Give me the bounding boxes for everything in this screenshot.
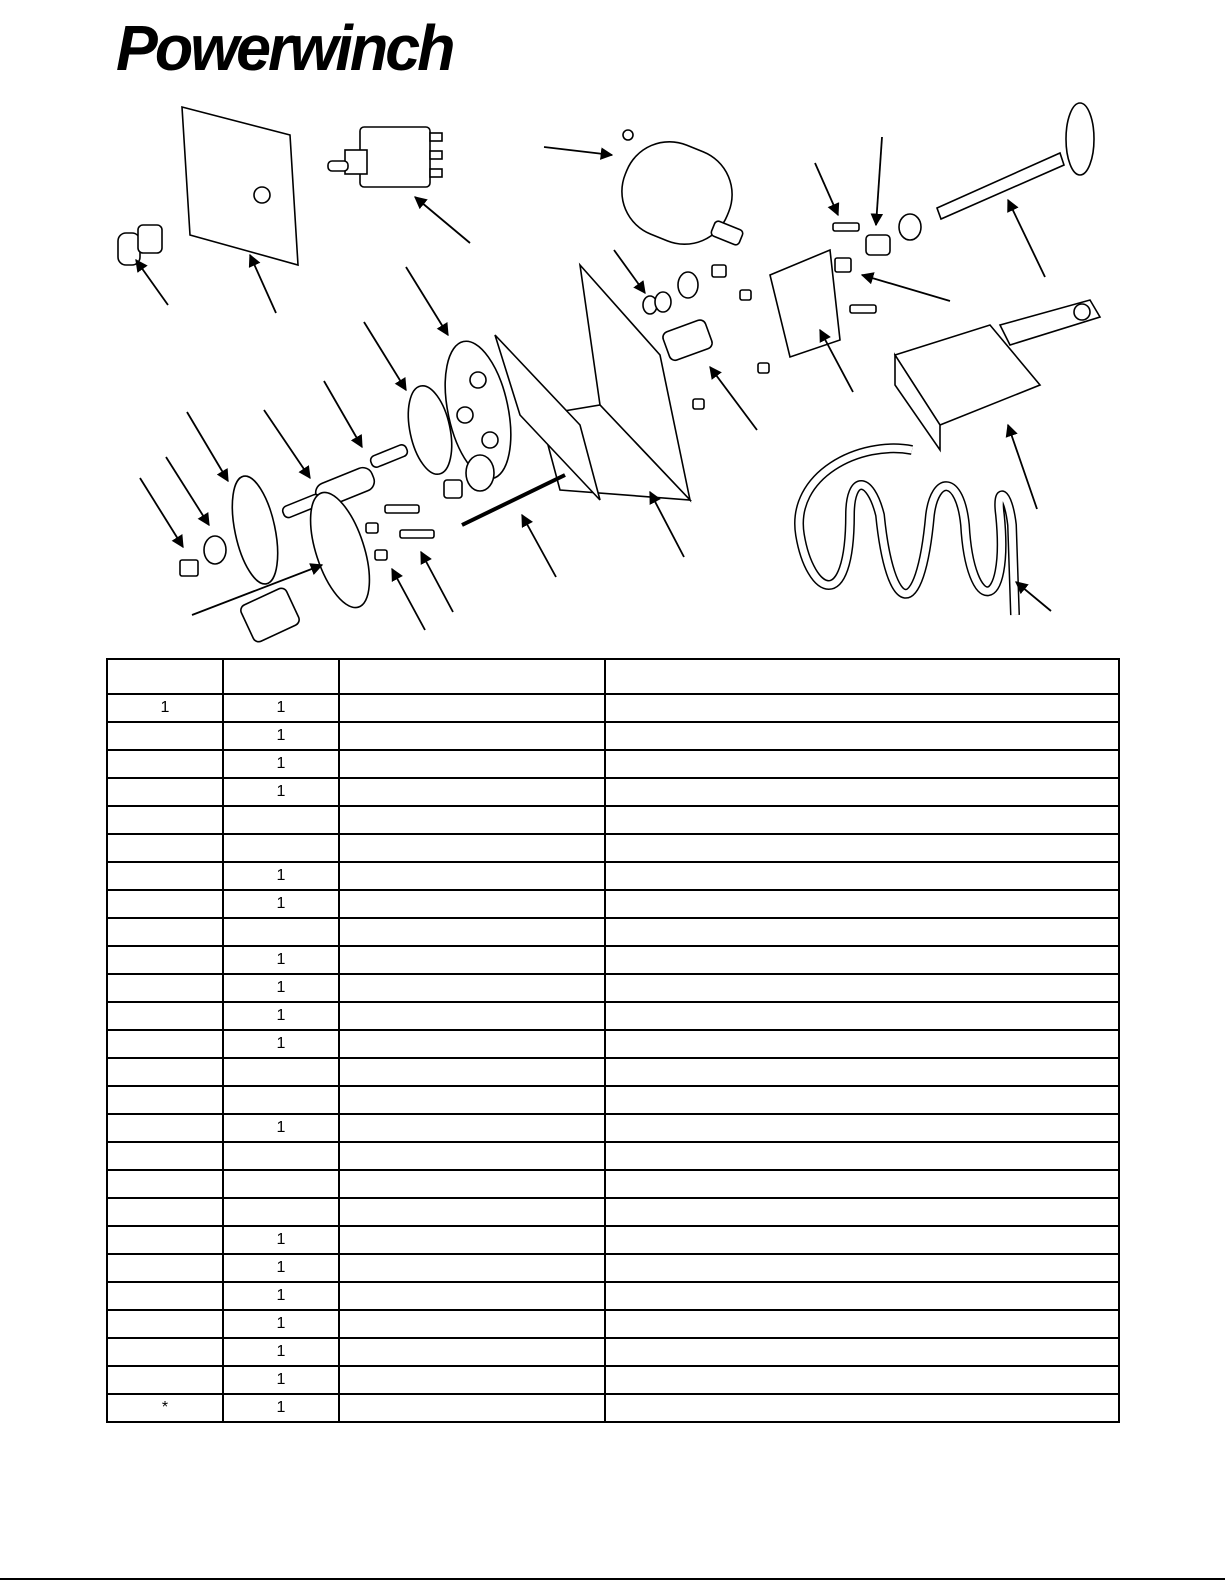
table-cell: [107, 1086, 223, 1114]
bolt-part: [833, 223, 859, 231]
drive-shaft-part: [937, 103, 1094, 219]
table-cell: [605, 806, 1119, 834]
table-cell: [107, 890, 223, 918]
table-row: [107, 918, 1119, 946]
table-cell: 1: [223, 1254, 339, 1282]
plug-part: [239, 586, 301, 643]
table-cell: 1: [223, 1366, 339, 1394]
table-row: [107, 1394, 1119, 1422]
table-cell: [605, 778, 1119, 806]
table-cell: [107, 778, 223, 806]
table-cell: [605, 862, 1119, 890]
table-cell: [605, 918, 1119, 946]
table-row: [107, 890, 1119, 918]
switch-boot-part: [118, 225, 162, 265]
table-cell: [107, 1366, 223, 1394]
exploded-parts-diagram: [0, 95, 1225, 650]
table-cell: [605, 1282, 1119, 1310]
table-cell: [107, 1114, 223, 1142]
table-row: [107, 1254, 1119, 1282]
parts-table: [106, 658, 1120, 1423]
table-cell: 1: [223, 1114, 339, 1142]
table-row: [107, 778, 1119, 806]
table-cell: [339, 1170, 605, 1198]
u-bracket-part: [770, 250, 840, 357]
table-row: [107, 946, 1119, 974]
table-cell: 1: [223, 1226, 339, 1254]
table-cell: [605, 1226, 1119, 1254]
table-cell: [107, 918, 223, 946]
table-cell: [605, 722, 1119, 750]
table-cell: 1: [107, 694, 223, 722]
table-cell: 1: [223, 750, 339, 778]
motor-part: [608, 128, 746, 258]
table-cell: [107, 1282, 223, 1310]
spacer-part: [866, 235, 890, 255]
table-cell: [107, 1142, 223, 1170]
table-cell: [339, 1226, 605, 1254]
table-row: [107, 1002, 1119, 1030]
table-cell: [223, 1142, 339, 1170]
table-row: [107, 974, 1119, 1002]
table-cell: 1: [223, 1282, 339, 1310]
table-cell: [339, 1198, 605, 1226]
table-cell: [107, 1002, 223, 1030]
brand-logo: Powerwinch: [116, 12, 453, 84]
table-cell: [107, 1030, 223, 1058]
bolt-part-2: [850, 305, 876, 313]
table-cell: [339, 1310, 605, 1338]
face-plate-part: [182, 107, 298, 265]
table-cell: [339, 890, 605, 918]
table-cell: 1: [223, 1310, 339, 1338]
flywheel-part: [224, 472, 286, 588]
table-cell: [605, 1310, 1119, 1338]
table-cell: [605, 1030, 1119, 1058]
table-cell: [339, 1142, 605, 1170]
table-cell: 1: [223, 1002, 339, 1030]
table-cell: 1: [223, 1338, 339, 1366]
table-row: [107, 806, 1119, 834]
nut-part: [835, 258, 851, 272]
table-cell: 1: [223, 1030, 339, 1058]
lock-nut-part: [180, 560, 198, 576]
table-cell: [107, 834, 223, 862]
table-cell: [605, 1114, 1119, 1142]
table-cell: 1: [223, 946, 339, 974]
table-cell: [339, 694, 605, 722]
table-cell: [107, 1170, 223, 1198]
table-cell: [223, 834, 339, 862]
table-cell: [339, 1282, 605, 1310]
table-cell: *: [107, 1394, 223, 1422]
table-cell: [339, 1254, 605, 1282]
table-cell: 1: [223, 890, 339, 918]
table-cell: [605, 946, 1119, 974]
table-cell: [605, 1170, 1119, 1198]
table-cell: [339, 946, 605, 974]
table-row: [107, 1366, 1119, 1394]
table-cell: [339, 1030, 605, 1058]
table-cell: [107, 722, 223, 750]
footer-rule: [0, 1578, 1225, 1580]
table-row: [107, 1282, 1119, 1310]
table-row: [107, 722, 1119, 750]
table-cell: [605, 1394, 1119, 1422]
table-row: [107, 1030, 1119, 1058]
table-cell: [107, 1058, 223, 1086]
parts-table-body: [107, 694, 1119, 1422]
table-cell: [107, 974, 223, 1002]
table-cell: [605, 1002, 1119, 1030]
solenoid-part: [895, 300, 1100, 450]
table-cell: [223, 806, 339, 834]
table-row: [107, 834, 1119, 862]
table-cell: [605, 1254, 1119, 1282]
table-cell: [605, 890, 1119, 918]
table-cell: [223, 1058, 339, 1086]
table-cell: [107, 862, 223, 890]
connector-part: [661, 318, 714, 362]
header-cell-1: [107, 659, 223, 694]
table-cell: [107, 1226, 223, 1254]
table-cell: 1: [223, 974, 339, 1002]
table-cell: [339, 1366, 605, 1394]
table-cell: 1: [223, 694, 339, 722]
table-cell: [339, 1114, 605, 1142]
table-cell: [339, 1394, 605, 1422]
table-row: [107, 1226, 1119, 1254]
table-cell: 1: [223, 722, 339, 750]
table-cell: 1: [223, 862, 339, 890]
table-cell: [339, 1086, 605, 1114]
table-cell: [605, 1366, 1119, 1394]
table-row: [107, 1086, 1119, 1114]
header-cell-4: [605, 659, 1119, 694]
table-cell: [107, 1310, 223, 1338]
header-cell-2: [223, 659, 339, 694]
table-cell: [339, 1002, 605, 1030]
table-cell: [107, 750, 223, 778]
table-cell: [339, 778, 605, 806]
table-cell: [605, 1142, 1119, 1170]
table-row: [107, 1338, 1119, 1366]
table-row: [107, 1170, 1119, 1198]
table-row: [107, 750, 1119, 778]
header-cell-3: [339, 659, 605, 694]
table-cell: [339, 750, 605, 778]
table-cell: [107, 1338, 223, 1366]
table-cell: [107, 1254, 223, 1282]
table-cell: 1: [223, 778, 339, 806]
table-cell: [339, 1058, 605, 1086]
table-cell: [339, 918, 605, 946]
table-row: [107, 1310, 1119, 1338]
table-cell: [339, 974, 605, 1002]
bearing-part: [204, 536, 226, 564]
table-cell: [223, 1086, 339, 1114]
table-cell: [107, 806, 223, 834]
table-cell: [605, 834, 1119, 862]
toggle-switch-part: [328, 127, 442, 187]
table-cell: 1: [223, 1394, 339, 1422]
table-cell: [223, 918, 339, 946]
table-row: [107, 1114, 1119, 1142]
table-cell: [223, 1170, 339, 1198]
table-row: [107, 1142, 1119, 1170]
table-cell: [339, 834, 605, 862]
table-cell: [107, 1198, 223, 1226]
table-cell: [605, 694, 1119, 722]
table-row: [107, 1198, 1119, 1226]
table-cell: [605, 1086, 1119, 1114]
table-cell: [223, 1198, 339, 1226]
table-row: [107, 1058, 1119, 1086]
table-row: [107, 862, 1119, 890]
table-cell: [339, 806, 605, 834]
table-cell: [605, 750, 1119, 778]
table-cell: [107, 946, 223, 974]
table-cell: [339, 1338, 605, 1366]
parts-table-header: [107, 659, 1119, 694]
grommet-part: [899, 214, 921, 240]
table-cell: [339, 722, 605, 750]
table-cell: [339, 862, 605, 890]
table-cell: [605, 974, 1119, 1002]
table-cell: [605, 1058, 1119, 1086]
table-cell: [605, 1338, 1119, 1366]
table-row: [107, 694, 1119, 722]
table-cell: [605, 1198, 1119, 1226]
